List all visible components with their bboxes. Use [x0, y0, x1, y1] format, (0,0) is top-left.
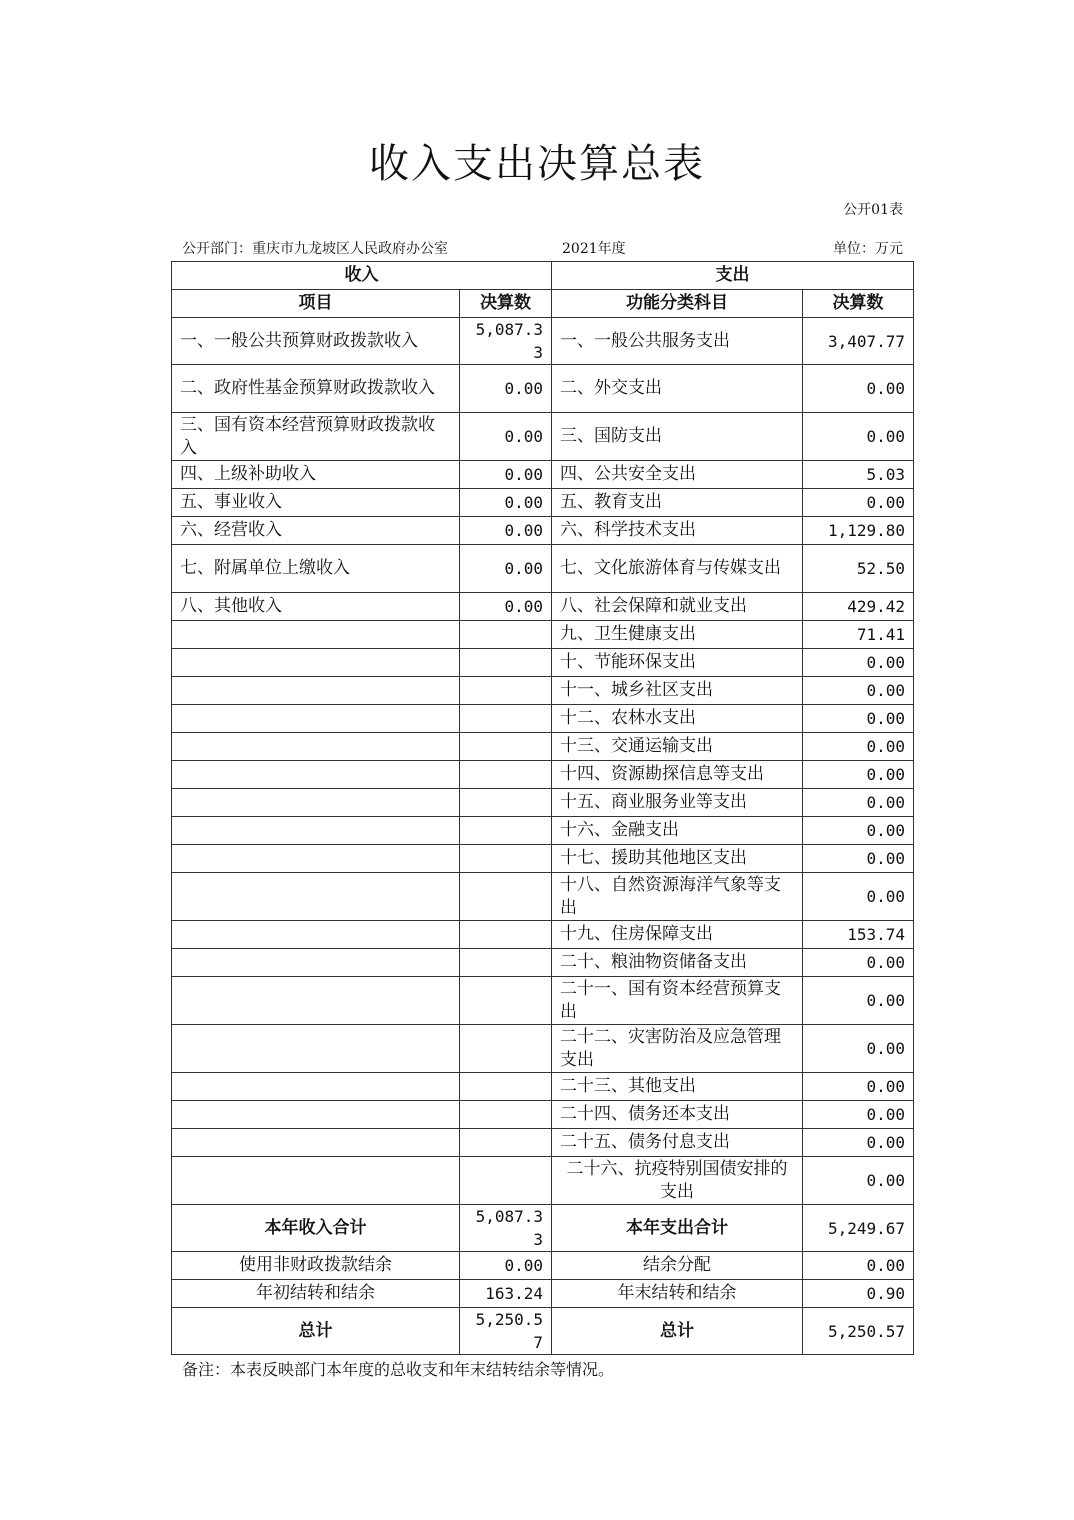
summary-expense-label: 总计 — [552, 1308, 803, 1355]
income-item — [172, 649, 460, 677]
summary-expense-label: 年末结转和结余 — [552, 1280, 803, 1308]
table-body — [172, 318, 914, 1355]
table-row — [172, 545, 914, 593]
income-amount — [460, 845, 552, 873]
expense-amount: 0.00 — [803, 1129, 914, 1157]
income-amount — [460, 949, 552, 977]
income-item — [172, 1157, 460, 1205]
table-row — [172, 873, 914, 921]
function-category-column-header: 功能分类科目 — [552, 290, 803, 318]
footnote: 备注：本表反映部门本年度的总收支和年末结转结余等情况。 — [182, 1360, 615, 1379]
department-label: 公开部门：重庆市九龙坡区人民政府办公室 — [182, 241, 448, 257]
expense-amount: 0.00 — [803, 845, 914, 873]
expense-amount: 0.00 — [803, 977, 914, 1025]
summary-row — [172, 1308, 914, 1355]
summary-income-amount: 0.00 — [460, 1252, 552, 1280]
expense-amount: 0.00 — [803, 1025, 914, 1073]
expense-amount: 1,129.80 — [803, 517, 914, 545]
table-row — [172, 649, 914, 677]
budget-table — [171, 261, 914, 1355]
expense-item: 十三、交通运输支出 — [552, 733, 803, 761]
income-item — [172, 977, 460, 1025]
table-row — [172, 845, 914, 873]
expense-amount: 5.03 — [803, 461, 914, 489]
income-amount — [460, 873, 552, 921]
income-amount — [460, 733, 552, 761]
table-row — [172, 461, 914, 489]
page-title: 收入支出决算总表 — [369, 141, 705, 187]
income-item: 六、经营收入 — [172, 517, 460, 545]
expense-amount: 153.74 — [803, 921, 914, 949]
expense-item: 二十五、债务付息支出 — [552, 1129, 803, 1157]
summary-row — [172, 1252, 914, 1280]
expense-item: 十一、城乡社区支出 — [552, 677, 803, 705]
expense-item: 二十三、其他支出 — [552, 1073, 803, 1101]
income-item — [172, 677, 460, 705]
expense-amount: 0.00 — [803, 413, 914, 461]
expense-item: 十八、自然资源海洋气象等支出 — [552, 873, 803, 921]
expense-item: 二十一、国有资本经营预算支出 — [552, 977, 803, 1025]
expense-amount: 0.00 — [803, 1101, 914, 1129]
income-item — [172, 761, 460, 789]
expense-amount: 0.00 — [803, 789, 914, 817]
expense-amount: 0.00 — [803, 761, 914, 789]
expense-amount: 3,407.77 — [803, 318, 914, 365]
income-amount — [460, 921, 552, 949]
expense-item: 二十、粮油物资储备支出 — [552, 949, 803, 977]
income-item — [172, 1025, 460, 1073]
summary-expense-amount: 5,249.67 — [803, 1205, 914, 1252]
income-amount — [460, 817, 552, 845]
expense-amount: 0.00 — [803, 489, 914, 517]
income-amount: 0.00 — [460, 365, 552, 413]
expense-item: 五、教育支出 — [552, 489, 803, 517]
income-amount — [460, 1025, 552, 1073]
income-amount: 0.00 — [460, 489, 552, 517]
item-column-header: 项目 — [172, 290, 460, 318]
table-row — [172, 593, 914, 621]
expense-item: 六、科学技术支出 — [552, 517, 803, 545]
table-row — [172, 817, 914, 845]
income-amount — [460, 1101, 552, 1129]
expense-amount: 0.00 — [803, 1157, 914, 1205]
income-item: 五、事业收入 — [172, 489, 460, 517]
table-row — [172, 621, 914, 649]
income-amount — [460, 621, 552, 649]
summary-income-label: 总计 — [172, 1308, 460, 1355]
income-amount: 0.00 — [460, 545, 552, 593]
income-item: 三、国有资本经营预算财政拨款收入 — [172, 413, 460, 461]
expense-amount: 71.41 — [803, 621, 914, 649]
expense-item: 八、社会保障和就业支出 — [552, 593, 803, 621]
expense-amount: 0.00 — [803, 817, 914, 845]
table-row — [172, 1101, 914, 1129]
income-item: 四、上级补助收入 — [172, 461, 460, 489]
table-row — [172, 365, 914, 413]
table-row — [172, 789, 914, 817]
expense-amount: 429.42 — [803, 593, 914, 621]
expense-item: 七、文化旅游体育与传媒支出 — [552, 545, 803, 593]
summary-income-label: 本年收入合计 — [172, 1205, 460, 1252]
income-item — [172, 621, 460, 649]
table-row — [172, 733, 914, 761]
table-row — [172, 517, 914, 545]
expense-item: 十四、资源勘探信息等支出 — [552, 761, 803, 789]
summary-expense-amount: 0.90 — [803, 1280, 914, 1308]
summary-income-label: 年初结转和结余 — [172, 1280, 460, 1308]
expense-amount: 0.00 — [803, 949, 914, 977]
income-amount — [460, 649, 552, 677]
income-amount — [460, 677, 552, 705]
expense-amount: 0.00 — [803, 873, 914, 921]
table-row — [172, 1157, 914, 1205]
income-amount: 0.00 — [460, 517, 552, 545]
expense-item: 十五、商业服务业等支出 — [552, 789, 803, 817]
summary-income-label: 使用非财政拨款结余 — [172, 1252, 460, 1280]
table-row — [172, 413, 914, 461]
income-amount: 5,087.33 — [460, 318, 552, 365]
expense-header: 支出 — [552, 262, 914, 290]
income-amount — [460, 705, 552, 733]
table-row — [172, 921, 914, 949]
income-amount — [460, 977, 552, 1025]
summary-row — [172, 1280, 914, 1308]
income-item — [172, 733, 460, 761]
income-item: 一、一般公共预算财政拨款收入 — [172, 318, 460, 365]
expense-amount: 52.50 — [803, 545, 914, 593]
income-item — [172, 705, 460, 733]
income-amount: 0.00 — [460, 593, 552, 621]
expense-item: 一、一般公共服务支出 — [552, 318, 803, 365]
income-amount: 0.00 — [460, 461, 552, 489]
income-amount — [460, 1073, 552, 1101]
income-item — [172, 873, 460, 921]
expense-amount: 0.00 — [803, 365, 914, 413]
expense-item: 十九、住房保障支出 — [552, 921, 803, 949]
unit-label: 单位：万元 — [833, 241, 903, 257]
summary-expense-label: 本年支出合计 — [552, 1205, 803, 1252]
income-item — [172, 921, 460, 949]
expense-amount: 0.00 — [803, 705, 914, 733]
income-item — [172, 1101, 460, 1129]
income-item — [172, 949, 460, 977]
expense-item: 九、卫生健康支出 — [552, 621, 803, 649]
expense-item: 三、国防支出 — [552, 413, 803, 461]
expense-item: 二十六、抗疫特别国债安排的支出 — [552, 1157, 803, 1205]
expense-item: 二十四、债务还本支出 — [552, 1101, 803, 1129]
expense-amount: 0.00 — [803, 677, 914, 705]
income-amount — [460, 1129, 552, 1157]
summary-expense-amount: 5,250.57 — [803, 1308, 914, 1355]
table-row — [172, 761, 914, 789]
form-number: 公开01表 — [843, 202, 903, 218]
table-row — [172, 949, 914, 977]
summary-row — [172, 1205, 914, 1252]
table-row — [172, 677, 914, 705]
expense-amount-column-header: 决算数 — [803, 290, 914, 318]
table-row — [172, 318, 914, 365]
income-item: 七、附属单位上缴收入 — [172, 545, 460, 593]
income-item: 二、政府性基金预算财政拨款收入 — [172, 365, 460, 413]
summary-income-amount: 163.24 — [460, 1280, 552, 1308]
income-amount-column-header: 决算数 — [460, 290, 552, 318]
income-amount — [460, 789, 552, 817]
fiscal-year-label: 2021年度 — [562, 241, 626, 257]
income-amount — [460, 1157, 552, 1205]
expense-item: 十七、援助其他地区支出 — [552, 845, 803, 873]
expense-item: 二、外交支出 — [552, 365, 803, 413]
income-item — [172, 789, 460, 817]
income-item — [172, 1129, 460, 1157]
expense-item: 四、公共安全支出 — [552, 461, 803, 489]
table-row — [172, 1129, 914, 1157]
table-row — [172, 489, 914, 517]
expense-item: 十、节能环保支出 — [552, 649, 803, 677]
table-row — [172, 1073, 914, 1101]
income-amount: 0.00 — [460, 413, 552, 461]
summary-income-amount: 5,250.57 — [460, 1308, 552, 1355]
expense-amount: 0.00 — [803, 733, 914, 761]
table-row — [172, 977, 914, 1025]
income-item — [172, 817, 460, 845]
expense-item: 十二、农林水支出 — [552, 705, 803, 733]
income-item — [172, 845, 460, 873]
income-item — [172, 1073, 460, 1101]
summary-expense-label: 结余分配 — [552, 1252, 803, 1280]
expense-item: 二十二、灾害防治及应急管理支出 — [552, 1025, 803, 1073]
income-header: 收入 — [172, 262, 552, 290]
expense-amount: 0.00 — [803, 649, 914, 677]
expense-amount: 0.00 — [803, 1073, 914, 1101]
table-row — [172, 705, 914, 733]
summary-expense-amount: 0.00 — [803, 1252, 914, 1280]
income-amount — [460, 761, 552, 789]
table-row — [172, 1025, 914, 1073]
summary-income-amount: 5,087.33 — [460, 1205, 552, 1252]
income-item: 八、其他收入 — [172, 593, 460, 621]
expense-item: 十六、金融支出 — [552, 817, 803, 845]
